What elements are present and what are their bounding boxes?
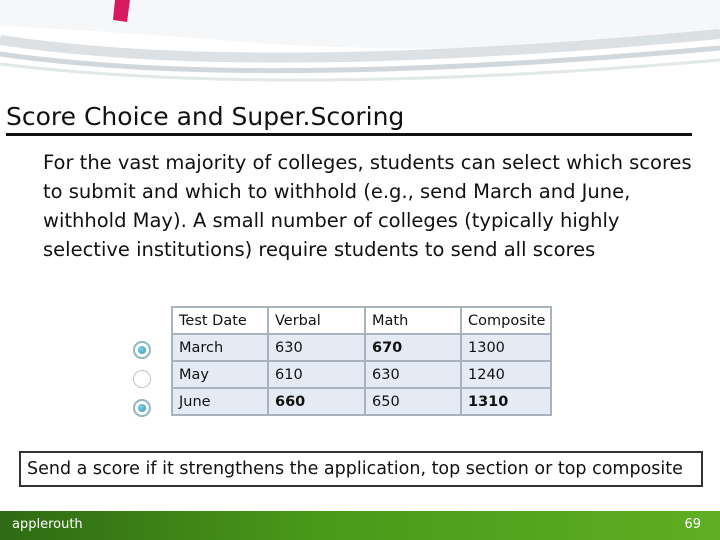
table-row [172,334,551,361]
cell-math: 650 [365,388,461,415]
header-math: Math [365,307,461,334]
brand-logo-text: applerouth [12,517,83,532]
score-table [171,306,552,416]
radio-may-unselected[interactable] [133,370,151,388]
page-number: 69 [684,517,701,532]
cell-composite: 1300 [461,334,551,361]
cell-composite: 1310 [461,388,551,415]
footer-bar [0,511,720,540]
body-text: For the vast majority of colleges, students can select which scores to submit and which to withhold (e.g., send March and June, withhold May). A small number of colleges (typically highly selective institutions) require students to send all scores [43,151,692,261]
cell-date: May [172,361,268,388]
table-row [172,388,551,415]
radio-dot [138,346,146,354]
cell-verbal: 660 [268,388,365,415]
cell-verbal: 630 [268,334,365,361]
cell-math: 630 [365,361,461,388]
table-header-row [172,307,551,334]
callout-box: Send a score if it strengthens the application, top section or top composite [19,451,703,487]
radio-march-selected[interactable] [133,341,151,359]
cell-math: 670 [365,334,461,361]
header-test-date: Test Date [172,307,268,334]
cell-date: March [172,334,268,361]
decorative-banner [0,0,720,100]
cell-date: June [172,388,268,415]
radio-dot [138,404,146,412]
header-composite: Composite [461,307,551,334]
cell-verbal: 610 [268,361,365,388]
header-verbal: Verbal [268,307,365,334]
table-row [172,361,551,388]
cell-composite: 1240 [461,361,551,388]
radio-june-selected[interactable] [133,399,151,417]
slide-title: Score Choice and Super.Scoring [6,101,692,136]
